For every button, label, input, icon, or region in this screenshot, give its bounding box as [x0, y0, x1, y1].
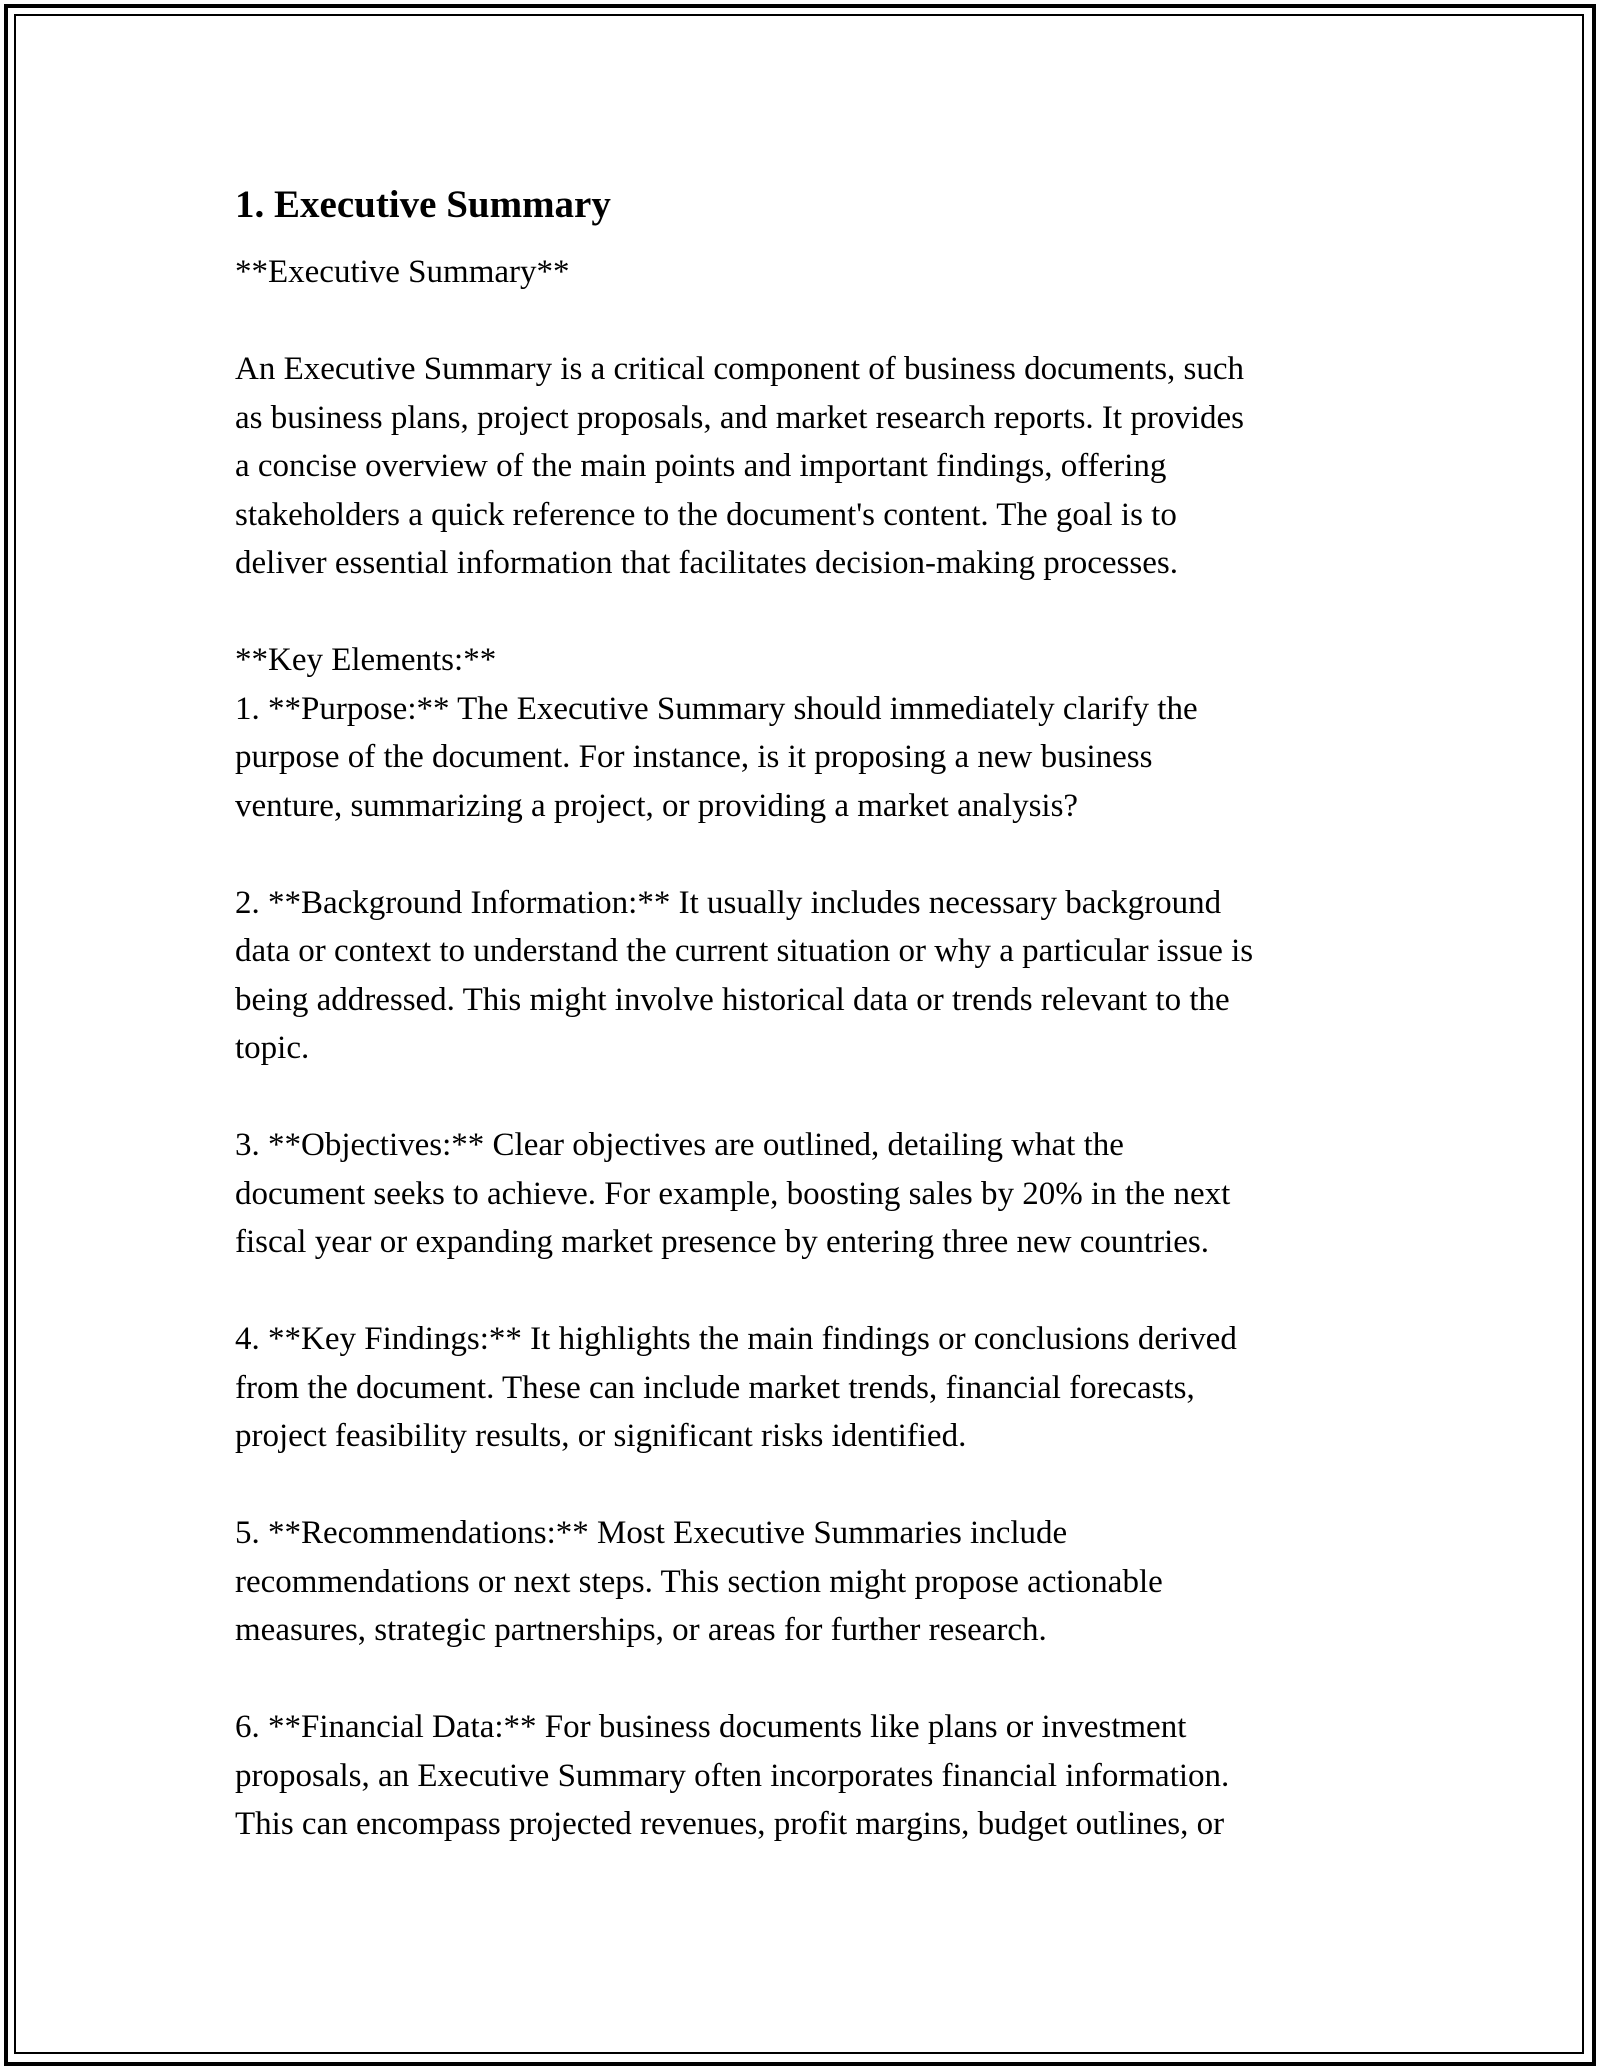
element-recommendations [235, 1509, 1375, 1655]
element-line: topic. [235, 1030, 310, 1066]
element-line: being addressed. This might involve historical data or trends relevant to the [235, 981, 1230, 1018]
section-heading: 1. Executive Summary [235, 183, 611, 226]
intro-line: a concise overview of the main points and important findings, offering [235, 448, 1167, 484]
subtitle [235, 248, 1375, 297]
key-elements-line: **Key Elements:** [235, 642, 497, 678]
paragraph-gap [235, 297, 1375, 346]
element-line: 2. **Background Information:** It usually includes necessary background [235, 884, 1222, 921]
subtitle-line: **Executive Summary** [235, 254, 570, 290]
element-line: proposals, an Executive Summary often incorporates financial information. [235, 1757, 1230, 1794]
element-line: This can encompass projected revenues, profit margins, budget outlines, or [235, 1806, 1225, 1842]
element-line: document seeks to achieve. For example, boosting sales by 20% in the next [235, 1175, 1231, 1212]
paragraph-gap [235, 1073, 1375, 1122]
element-line: purpose of the document. For instance, is it proposing a new business [235, 739, 1153, 775]
element-line: from the document. These can include market trends, financial forecasts, [235, 1369, 1195, 1406]
intro-line: stakeholders a quick reference to the document's content. The goal is to [235, 496, 1177, 533]
element-line: 4. **Key Findings:** It highlights the main findings or conclusions derived [235, 1321, 1237, 1357]
element-objectives [235, 1121, 1375, 1267]
paragraph-gap [235, 1267, 1375, 1316]
element-purpose [235, 685, 1375, 831]
element-line: recommendations or next steps. This section might propose actionable [235, 1563, 1163, 1600]
element-line: 1. **Purpose:** The Executive Summary should immediately clarify the [235, 690, 1198, 727]
paragraph-gap [235, 588, 1375, 637]
element-line: 3. **Objectives:** Clear objectives are outlined, detailing what the [235, 1127, 1124, 1163]
element-line: 6. **Financial Data:** For business documents like plans or investment [235, 1709, 1187, 1745]
element-line: data or context to understand the current situation or why a particular issue is [235, 933, 1254, 969]
key-elements-label [235, 636, 1375, 685]
paragraph-gap [235, 830, 1375, 879]
intro-paragraph [235, 345, 1375, 588]
element-line: 5. **Recommendations:** Most Executive Summaries include [235, 1515, 1068, 1551]
element-background [235, 879, 1375, 1073]
element-line: fiscal year or expanding market presence by entering three new countries. [235, 1224, 1209, 1260]
intro-line: deliver essential information that facilitates decision-making processes. [235, 545, 1178, 581]
element-line: project feasibility results, or significant risks identified. [235, 1418, 967, 1454]
element-key-findings [235, 1315, 1375, 1461]
paragraph-gap [235, 1461, 1375, 1510]
document-body [235, 178, 1375, 1849]
element-financial-data [235, 1703, 1375, 1849]
paragraph-gap [235, 1655, 1375, 1704]
element-line: venture, summarizing a project, or providing a market analysis? [235, 787, 1079, 824]
element-line: measures, strategic partnerships, or areas for further research. [235, 1612, 1047, 1648]
intro-line: as business plans, project proposals, and market research reports. It provides [235, 399, 1244, 436]
intro-line: An Executive Summary is a critical component of business documents, such [235, 351, 1245, 387]
